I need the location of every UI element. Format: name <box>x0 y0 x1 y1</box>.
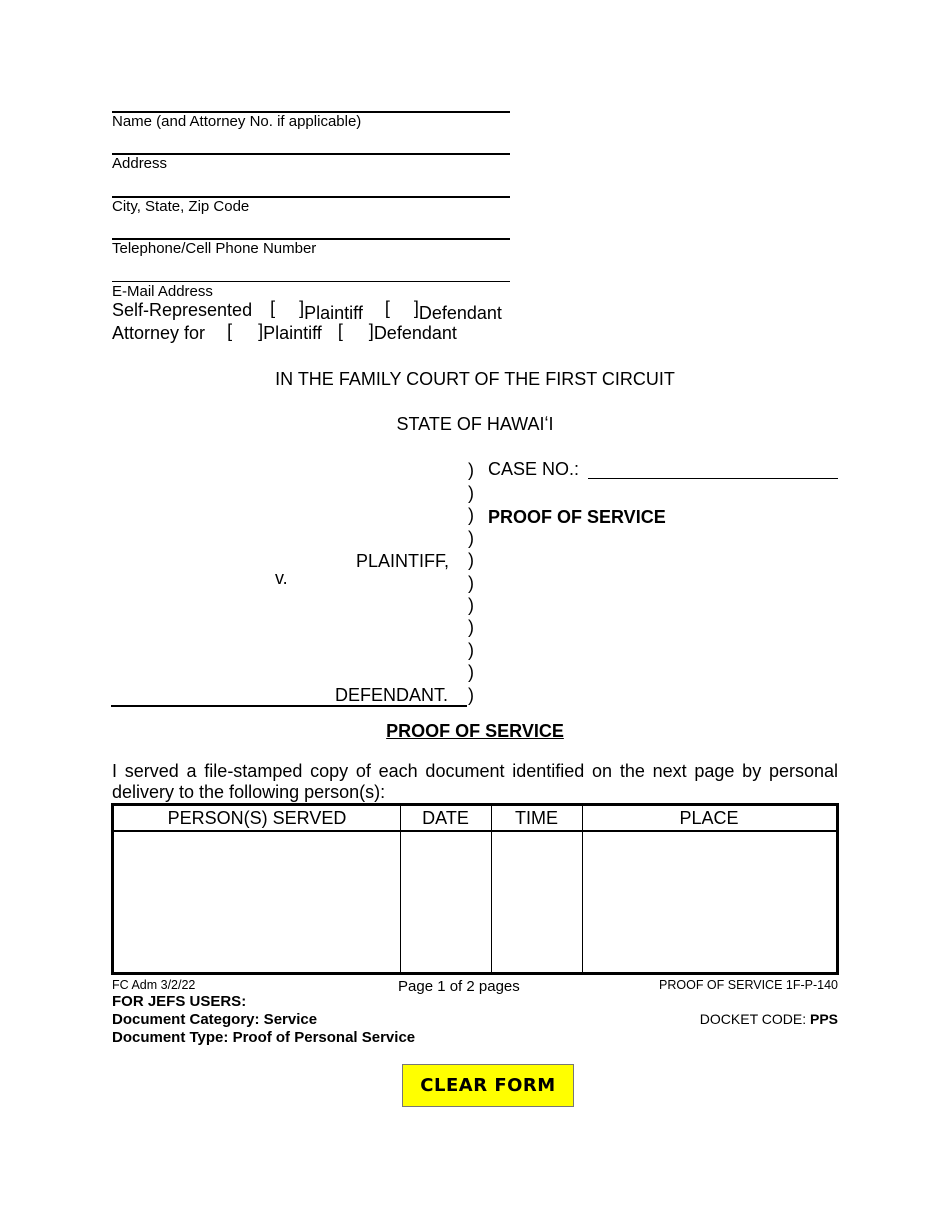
defendant-label: DEFENDANT. <box>335 685 449 705</box>
jefs-doc-category: Document Category: Service <box>112 1011 318 1028</box>
section-title <box>0 721 950 742</box>
self-plaintiff-label: Plaintiff <box>304 303 363 323</box>
defendant-name-line[interactable] <box>111 705 467 707</box>
name-label: Name (and Attorney No. if applicable) <box>112 113 362 130</box>
place-cell[interactable] <box>583 832 836 972</box>
docket-code-value: PPS <box>809 1011 838 1027</box>
service-statement <box>112 761 838 803</box>
caption-doc-title: PROOF OF SERVICE <box>488 507 666 527</box>
self-defendant-label: Defendant <box>418 303 502 323</box>
service-table-header <box>114 806 836 832</box>
attorney-plaintiff-label: Plaintiff <box>263 323 322 343</box>
court-state: STATE OF HAWAIʻI <box>396 414 554 434</box>
caption-paren: ) <box>468 573 474 593</box>
versus-label: v. <box>275 568 288 588</box>
caption-paren: ) <box>468 483 474 503</box>
form-id: FC Adm 3/2/22 <box>112 978 196 992</box>
email-input-line[interactable] <box>112 281 510 282</box>
caption-paren: ) <box>468 685 474 705</box>
city-label: City, State, Zip Code <box>112 198 250 215</box>
service-table <box>111 803 839 975</box>
caption-paren: ) <box>468 617 474 637</box>
court-name: IN THE FAMILY COURT OF THE FIRST CIRCUIT <box>275 369 675 389</box>
attorney-defendant-checkbox[interactable] <box>338 323 374 341</box>
case-no-label: CASE NO.: <box>488 459 580 479</box>
self-defendant-checkbox[interactable] <box>385 300 419 318</box>
col-date: DATE <box>422 808 469 828</box>
phone-label: Telephone/Cell Phone Number <box>112 240 317 257</box>
col-time: TIME <box>515 808 558 828</box>
caption-paren: ) <box>468 640 474 660</box>
plaintiff-label: PLAINTIFF, <box>356 551 450 571</box>
address-input-line[interactable] <box>112 153 510 155</box>
jefs-block <box>112 993 415 1047</box>
self-represented-label: Self-Represented <box>112 300 253 320</box>
col-place: PLACE <box>679 808 739 828</box>
attorney-for-label: Attorney for <box>112 323 206 343</box>
persons-served-cell[interactable] <box>114 832 400 972</box>
docket-code-label: DOCKET CODE: <box>699 1011 807 1027</box>
page-info: Page 1 of 2 pages <box>398 978 520 995</box>
jefs-doc-type: Document Type: Proof of Personal Service <box>112 1029 416 1046</box>
address-label: Address <box>112 155 168 172</box>
time-cell[interactable] <box>492 832 582 972</box>
attorney-plaintiff-checkbox[interactable] <box>227 323 263 341</box>
self-represented-row <box>112 300 502 323</box>
col-persons-served: PERSON(S) SERVED <box>167 808 347 828</box>
clear-form-button[interactable]: CLEAR FORM <box>402 1064 574 1107</box>
section-title-text: PROOF OF SERVICE <box>386 721 564 741</box>
form-name: PROOF OF SERVICE 1F-P-140 <box>659 978 838 992</box>
case-no-input[interactable] <box>588 478 838 479</box>
caption-paren: ) <box>468 550 474 570</box>
docket-code <box>700 1011 838 1027</box>
statement-line-1: I served a file-stamped copy of each document identified on the next page by personal <box>112 761 838 781</box>
caption-paren: ) <box>468 505 474 525</box>
self-plaintiff-checkbox[interactable] <box>270 300 304 318</box>
caption-paren: ) <box>468 528 474 548</box>
attorney-defendant-label: Defendant <box>373 323 457 343</box>
attorney-for-row <box>112 323 457 343</box>
date-cell[interactable] <box>401 832 491 972</box>
email-label: E-Mail Address <box>112 283 213 300</box>
caption-paren: ) <box>468 595 474 615</box>
caption-paren: ) <box>468 460 474 480</box>
statement-line-2: delivery to the following person(s): <box>112 782 386 802</box>
jefs-title: FOR JEFS USERS: <box>112 993 247 1010</box>
caption-paren: ) <box>468 662 474 682</box>
